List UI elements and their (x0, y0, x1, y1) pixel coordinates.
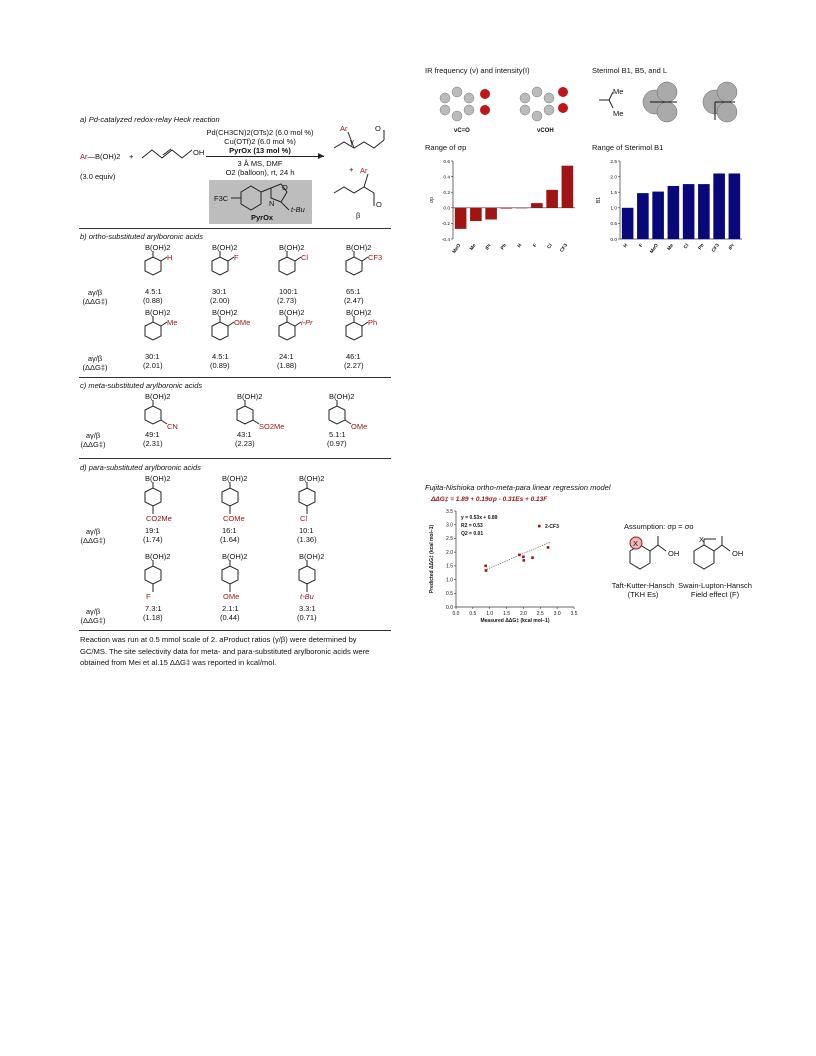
slh-oh-label: OH (732, 549, 744, 558)
caption-line-3: obtained from Mei et al.15 ΔΔG‡ was reported in kcal/mol. (80, 658, 277, 667)
selectivity-ratio: 19:1 (145, 526, 160, 535)
row-label-ddg: (ΔΔG‡) (80, 440, 106, 449)
regression-equation: ΔΔG‡ = 1.89 + 0.19σp - 0.31Es + 0.13F (431, 496, 548, 503)
y-tick-label: 0.0 (610, 237, 617, 243)
y-tick-label: 0.6 (443, 159, 450, 165)
selectivity-ratio: 4.5:1 (145, 287, 162, 296)
reaction-arrow (206, 156, 324, 157)
ddg-value: (1.64) (220, 535, 240, 544)
boronic-acid-label: B(OH)2 (222, 552, 248, 561)
benzoic-acid-structures (620, 533, 750, 581)
y-tick-label: 0.2 (443, 191, 450, 196)
x-tick-label: 3.5 (570, 611, 578, 617)
boronic-acid-label: B(OH)2 (145, 243, 171, 252)
bar-MeO (652, 192, 664, 239)
selectivity-ratio: 30:1 (212, 287, 227, 296)
x-tick-label: iPr (728, 243, 737, 252)
tkh-label-2: (TKH Es) (627, 590, 659, 599)
pyrox-o: O (282, 183, 288, 192)
gamma-label: γ (350, 137, 354, 146)
boronic-acid-label: B(OH)2 (346, 308, 372, 317)
ortho-row1-label (80, 288, 110, 306)
ddg-value: (0.71) (297, 613, 317, 622)
bar-Cl (546, 190, 558, 208)
substituent-label: CF3 (368, 253, 383, 262)
para-row2-label (78, 607, 108, 625)
boronic-acid-label: B(OH)2 (346, 243, 372, 252)
substituent-label: t-Bu (300, 592, 314, 601)
b1-bar-chart (592, 155, 752, 260)
x-tick-label: Cl (683, 243, 691, 251)
meta-row (140, 392, 400, 454)
ar-label: Ar (80, 152, 88, 161)
data-point (522, 559, 525, 562)
ring (299, 488, 315, 506)
boronic-acid-label: B(OH)2 (299, 552, 325, 561)
x-tick-label: H (623, 243, 630, 249)
substituent-label: OMe (234, 318, 251, 327)
y-tick-label: 0.0 (446, 604, 453, 611)
boronic-acid-label: B(OH)2 (145, 474, 171, 483)
b1-chart-title: Range of Sterimol B1 (592, 143, 664, 152)
y-tick-label: 0.5 (446, 591, 453, 598)
ring (279, 322, 295, 340)
sigma-chart-title: Range of σp (425, 143, 467, 152)
ring (145, 406, 161, 424)
ddg-value: (2.31) (143, 439, 163, 448)
bar-F (637, 193, 649, 239)
ir-label-coh: νCOH (537, 128, 554, 134)
ddg-value: (2.27) (344, 361, 364, 370)
ddg-value: (2.73) (277, 296, 297, 305)
x-tick-label: iPr (484, 243, 493, 252)
ring (145, 322, 161, 340)
ring (222, 566, 238, 584)
r2-label: R2 = 0.53 (461, 523, 483, 529)
ddg-value: (0.88) (143, 296, 163, 305)
x-tick-label: Ph (697, 243, 706, 252)
y-axis-label: B1 (596, 196, 602, 204)
boronic-acid-label: B(OH)2 (145, 392, 171, 401)
boronic-label: B(OH)2 (95, 152, 121, 161)
data-point (522, 556, 525, 559)
substituent-label: COMe (223, 514, 245, 523)
q2-label: Q2 = 0.01 (461, 531, 484, 537)
fit-equation: y = 0.53x + 0.89 (461, 515, 498, 521)
substituent-label: SO2Me (259, 422, 285, 431)
caption-line-1: Reaction was run at 0.5 mmol scale of 2. aProduct ratios (γ/β) were determined by (80, 635, 357, 644)
row-label-ddg: (ΔΔG‡) (80, 616, 106, 625)
plus-sign-2: + (349, 165, 354, 174)
section-a-title: a) Pd-catalyzed redox-relay Heck reaction (80, 115, 220, 124)
ring (222, 488, 238, 506)
substituent-label: Me (167, 318, 178, 327)
outlier-label: 2-CF3 (544, 524, 559, 531)
condition-catalyst: Pd(CH3CN)2(OTs)2 (6.0 mol %) (206, 128, 314, 137)
selectivity-ratio: 100:1 (279, 287, 298, 296)
equiv-label: (3.0 equiv) (80, 172, 116, 181)
data-point (484, 565, 487, 568)
conditions-bottom (200, 159, 320, 177)
boronic-acid-label: B(OH)2 (212, 243, 238, 252)
bar-Ph (698, 184, 710, 239)
para-row-2 (140, 552, 400, 624)
ddg-value: (0.97) (327, 439, 347, 448)
ddg-value: (0.44) (220, 613, 240, 622)
ir-label-co: νC=O (454, 128, 470, 134)
x-tick-label: MeO (452, 243, 463, 255)
boronic-acid-label: B(OH)2 (279, 243, 305, 252)
x-tick-label: CF3 (711, 243, 721, 254)
x-tick-label: 3.0 (553, 611, 561, 617)
ring (299, 566, 315, 584)
substituent-label: Cl (301, 253, 309, 262)
row-label-ddg: (ΔΔG‡) (82, 363, 108, 372)
selectivity-ratio: 43:1 (237, 430, 252, 439)
ring (212, 322, 228, 340)
x-tick-label: 2.5 (536, 611, 544, 617)
x-tick-label: 1.5 (503, 611, 511, 617)
ir-title: IR frequency (ν) and intensity(I) (425, 66, 530, 75)
slh-label-1: Swain-Lupton-Hansch (678, 581, 752, 590)
ring (237, 406, 253, 424)
x-tick-label: MeO (649, 243, 660, 255)
bar-Cl (683, 184, 695, 239)
para-row1-label (78, 527, 108, 545)
condition-o2: O2 (balloon), rt, 24 h (225, 168, 295, 177)
para-row-1 (140, 474, 400, 546)
y-tick-label: 1.0 (446, 577, 453, 584)
arylboronic-reagent: Ar—B(OH)2 (80, 152, 121, 161)
ortho-row-1 (140, 243, 400, 305)
selectivity-ratio: 5.1:1 (329, 430, 346, 439)
boronic-acid-label: B(OH)2 (145, 308, 171, 317)
bar-CF3 (713, 173, 725, 239)
plus-sign: + (129, 152, 134, 161)
selectivity-ratio: 46:1 (346, 352, 361, 361)
sterimol-title: Sterimol B1, B5, and L (592, 66, 668, 75)
row-label-ratio: aγ/β (87, 354, 103, 363)
ddg-value: (2.47) (344, 296, 364, 305)
ddg-value: (2.00) (210, 296, 230, 305)
x-tick-label: 0.5 (469, 611, 477, 617)
y-tick-label: 1.0 (610, 206, 617, 212)
bar-iPr (729, 173, 741, 239)
substituent-label: OMe (223, 592, 240, 601)
bar-Me (470, 208, 482, 221)
caption (80, 634, 400, 669)
pyrox-tbu: t-Bu (291, 205, 305, 214)
y-tick-label: 2.0 (446, 549, 453, 556)
x-tick-label: Me (667, 243, 676, 252)
substituent-label: OMe (351, 422, 368, 431)
row-label-ratio: aγ/β (87, 288, 103, 297)
boronic-acid-label: B(OH)2 (329, 392, 355, 401)
substituent-label: CO2Me (146, 514, 172, 523)
slh-x-label: X (699, 535, 705, 544)
condition-cu: Cu(OTf)2 (6.0 mol %) (224, 137, 296, 146)
substituent-label: F (146, 592, 151, 601)
substituent-label: F (234, 253, 239, 262)
y-tick-label: 0.4 (443, 175, 450, 181)
y-tick-label: -0.2 (441, 222, 450, 228)
x-tick-label: CF3 (559, 243, 570, 254)
product-beta-ar: Ar (360, 166, 368, 175)
boronic-acid-label: B(OH)2 (237, 392, 263, 401)
ddg-value: (2.23) (235, 439, 255, 448)
x-tick-label: F (638, 243, 645, 249)
selectivity-ratio: 30:1 (145, 352, 160, 361)
selectivity-ratio: 2.1:1 (222, 604, 239, 613)
row-label-ddg: (ΔΔG‡) (80, 536, 106, 545)
ring (279, 257, 295, 275)
sigma-bar-chart (425, 155, 585, 260)
row-label-ratio: aγ/β (85, 431, 101, 440)
boronic-acid-label: B(OH)2 (222, 474, 248, 483)
product-gamma-ar: Ar (340, 124, 348, 133)
y-tick-label: 0.5 (610, 222, 617, 228)
ddg-value: (1.36) (297, 535, 317, 544)
data-point (485, 569, 488, 572)
product-o2: O (376, 200, 382, 209)
data-point (518, 554, 521, 557)
ring (346, 257, 362, 275)
ir-molecule-images (425, 78, 575, 133)
pyrox-name: PyrOx (251, 213, 274, 222)
tkh-label-1: Taft-Kutter-Hansch (611, 581, 675, 590)
assumption-label: Assumption: σp = σo (624, 522, 694, 531)
y-tick-label: 1.5 (610, 191, 617, 196)
x-tick-label: 1.0 (486, 611, 494, 617)
x-tick-label: 0.0 (452, 611, 460, 617)
divider-d (79, 630, 391, 631)
substituent-label: i-Pr (301, 318, 313, 327)
x-axis-label: Measured ΔΔG‡ (kcal mol−1) (480, 618, 550, 624)
slh-label (675, 581, 755, 599)
beta-label: β (356, 211, 361, 220)
tkh-oh-label: OH (668, 549, 680, 558)
ortho-row-2 (140, 308, 400, 370)
sterimol-images (595, 80, 745, 130)
bar-Me (668, 186, 680, 239)
x-tick-label: Ph (500, 243, 509, 252)
slh-label-2: Field effect (F) (690, 590, 740, 599)
caption-line-2: GC/MS. The site selectivity data for meta- and para-substituted arylboronic acids were (80, 646, 370, 656)
product-o1: O (375, 124, 381, 133)
pyrox-n: N (269, 199, 275, 208)
ddg-value: (1.18) (143, 613, 163, 622)
bar-F (531, 203, 543, 208)
bar-MeO (455, 208, 467, 229)
y-tick-label: 2.5 (446, 536, 453, 543)
y-axis-label: Predicted ΔΔG‡ (kcal mol−1) (429, 524, 435, 594)
y-axis-label: σp (429, 197, 435, 203)
y-tick-label: 2.5 (610, 159, 617, 165)
data-point (547, 546, 550, 549)
bar-Ph (501, 208, 513, 209)
substituent-label: H (167, 253, 173, 262)
y-tick-label: -0.4 (441, 237, 450, 243)
ring (145, 566, 161, 584)
ring (212, 257, 228, 275)
selectivity-ratio: 10:1 (299, 526, 314, 535)
x-tick-label: F (532, 243, 539, 249)
regression-scatter-plot (425, 505, 595, 625)
boronic-acid-label: B(OH)2 (299, 474, 325, 483)
bar-CF3 (562, 166, 574, 208)
y-tick-label: 2.0 (610, 175, 617, 181)
boronic-acid-label: B(OH)2 (212, 308, 238, 317)
y-tick-label: 1.5 (446, 563, 453, 570)
data-point (531, 556, 534, 559)
selectivity-ratio: 16:1 (222, 526, 237, 535)
ring (346, 322, 362, 340)
substituent-label: Cl (300, 514, 308, 523)
y-tick-label: 0.0 (443, 206, 450, 212)
selectivity-ratio: 49:1 (145, 430, 160, 439)
y-tick-label: 3.5 (446, 508, 453, 515)
conditions-top (200, 128, 320, 155)
ddg-value: (0.89) (210, 361, 230, 370)
row-label-ratio: aγ/β (85, 607, 101, 616)
selectivity-ratio: 65:1 (346, 287, 361, 296)
ddg-value: (2.01) (143, 361, 163, 370)
bar-iPr (485, 208, 497, 220)
ddg-value: (1.74) (143, 535, 163, 544)
section-b-title: b) ortho-substituted arylboronic acids (80, 232, 203, 241)
sterimol-me2: Me (613, 109, 624, 118)
bar-H (622, 208, 634, 239)
pyrox-cf3: F3C (214, 194, 229, 203)
section-c-title: c) meta-substituted arylboronic acids (80, 381, 203, 390)
x-tick-label: Me (469, 243, 478, 252)
divider-c (79, 458, 391, 459)
x-tick-label: 2.0 (519, 611, 527, 617)
tkh-label (610, 581, 676, 599)
substituent-label: Ph (368, 318, 378, 327)
meta-row-label (78, 431, 108, 449)
ortho-row2-label (80, 354, 110, 372)
condition-ms: 3 Å MS, DMF (237, 159, 283, 168)
bar-H (516, 208, 528, 209)
ddg-value: (1.88) (277, 361, 297, 370)
divider-a (79, 228, 391, 229)
x-tick-label: Cl (546, 243, 554, 251)
divider-b (79, 377, 391, 378)
selectivity-ratio: 3.3:1 (299, 604, 316, 613)
ring (329, 406, 345, 424)
y-tick-label: 3.0 (446, 522, 453, 529)
substituent-label: CN (167, 422, 178, 431)
condition-ligand: PyrOx (13 mol %) (229, 146, 291, 155)
boronic-acid-label: B(OH)2 (145, 552, 171, 561)
row-label-ddg: (ΔΔG‡) (82, 297, 108, 306)
boronic-acid-label: B(OH)2 (279, 308, 305, 317)
selectivity-ratio: 4.5:1 (212, 352, 229, 361)
tkh-x-label: X (633, 539, 639, 548)
selectivity-ratio: 7.3:1 (145, 604, 162, 613)
sterimol-me1: Me (613, 87, 624, 96)
data-point (538, 525, 541, 528)
ring (145, 488, 161, 506)
regression-title: Fujita-Nishioka ortho-meta-para linear regression model (425, 483, 611, 492)
oh-label: OH (193, 148, 205, 157)
section-d-title: d) para-substituted arylboronic acids (80, 463, 201, 472)
selectivity-ratio: 24:1 (279, 352, 294, 361)
ring (145, 257, 161, 275)
fit-line (485, 542, 551, 570)
row-label-ratio: aγ/β (85, 527, 101, 536)
x-tick-label: H (517, 243, 524, 249)
